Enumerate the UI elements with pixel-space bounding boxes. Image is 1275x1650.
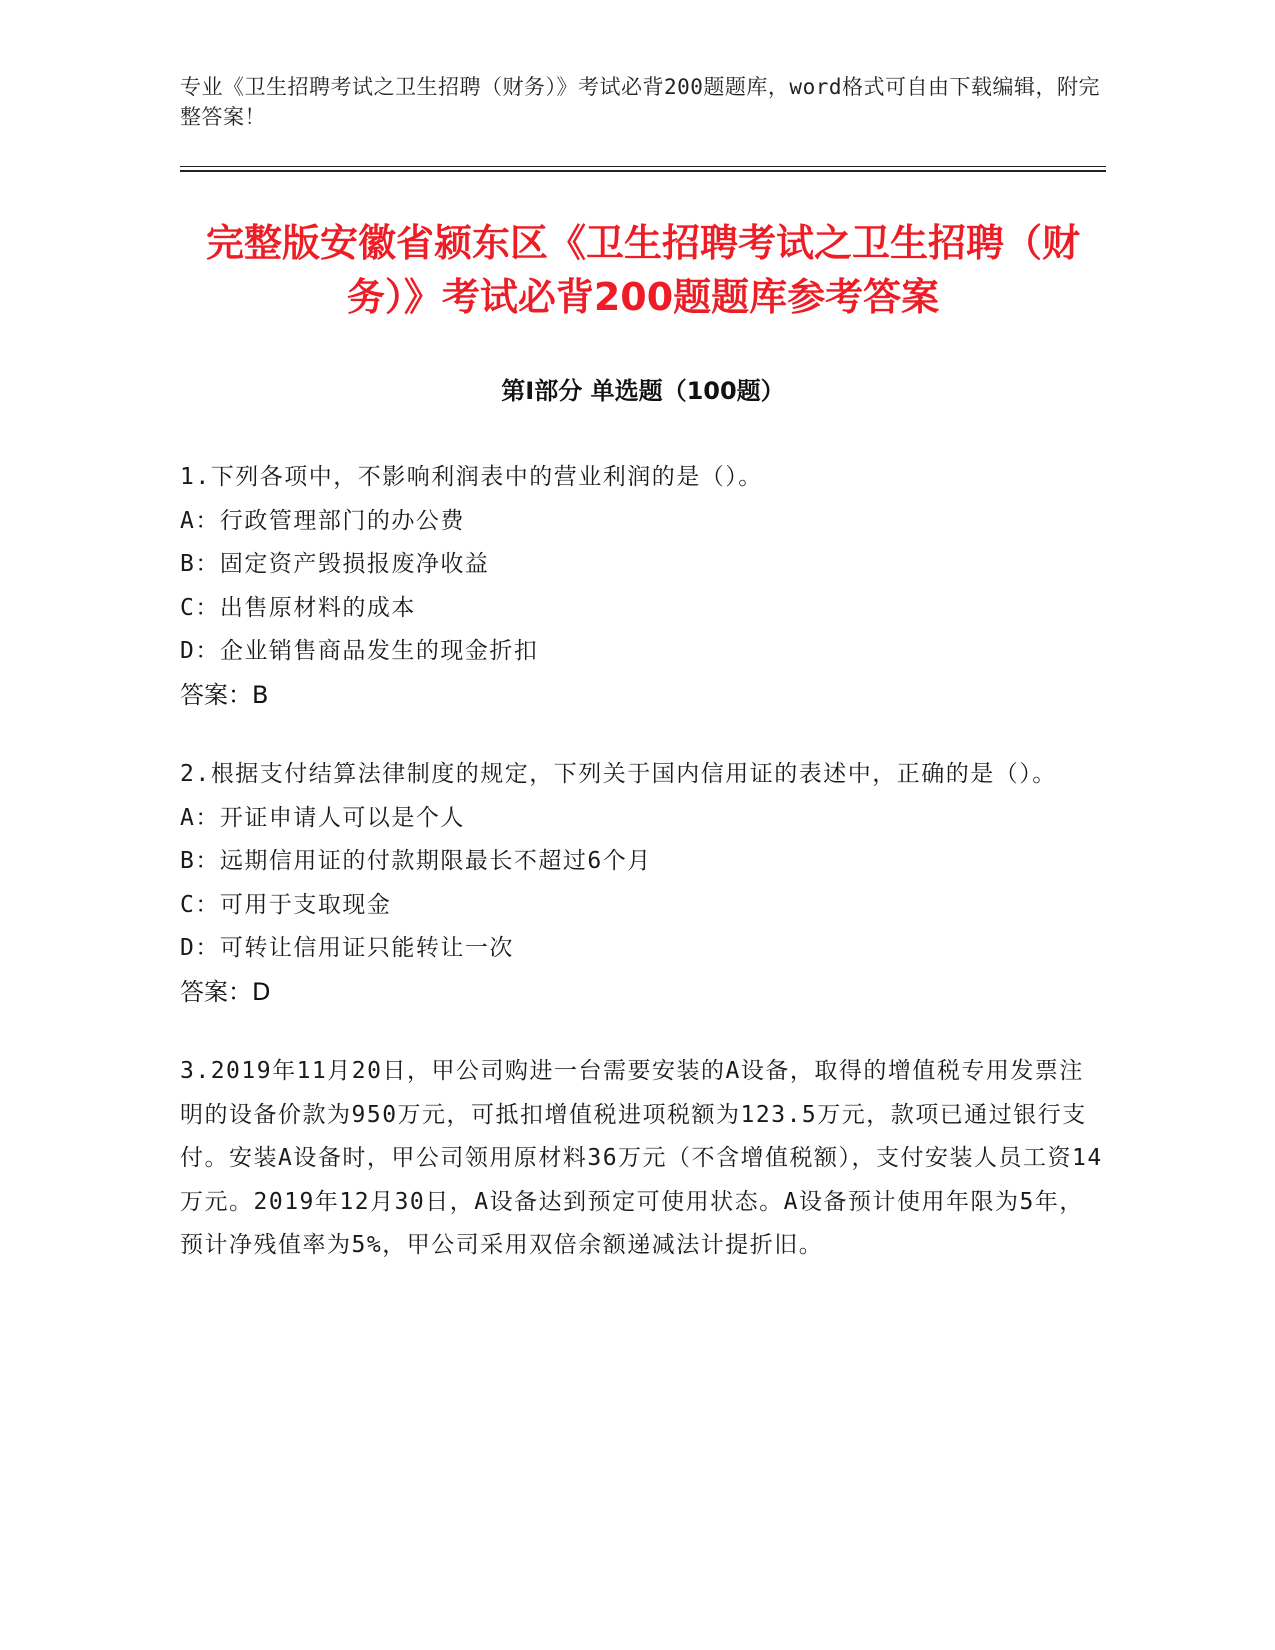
question-3 — [180, 1050, 1106, 1268]
option-b: B：远期信用证的付款期限最长不超过6个月 — [180, 848, 652, 874]
option-d: D：企业销售商品发生的现金折扣 — [180, 638, 539, 664]
option-c: C：可用于支取现金 — [180, 891, 392, 918]
question-list — [180, 456, 1106, 1268]
document-title: 完整版安徽省颍东区《卫生招聘考试之卫生招聘（财务）》考试必背200题题库参考答案 — [205, 221, 1080, 319]
option-a: A：开证申请人可以是个人 — [180, 804, 465, 831]
question-stem: 3.2019年11月20日，甲公司购进一台需要安装的A设备，取得的增值税专用发票注明的设备价款为950万元，可抵扣增值税进项税额为123.5万元，款项已通过银行支付。安装A设备时，甲公司领用原材料36万元（不含增值税额），支付安装人员工资14万元。2019年12月30日，A设备达到预定可使用状态。A设备预计使用年限为5年，预计净残值率为5%，甲公司采用双倍余额递减法计提折旧。 — [180, 1058, 1103, 1258]
question-2 — [180, 753, 1106, 1014]
option-d: D：可转让信用证只能转让一次 — [180, 935, 514, 961]
option-c: C：出售原材料的成本 — [180, 594, 416, 621]
header-divider-thin — [180, 166, 1106, 167]
option-b: B：固定资产毁损报废净收益 — [180, 551, 490, 577]
answer: 答案：B — [180, 680, 269, 709]
section-heading: 第Ⅰ部分 单选题（100题） — [501, 377, 785, 405]
question-stem: 2.根据支付结算法律制度的规定，下列关于国内信用证的表述中，正确的是（）。 — [180, 761, 1057, 787]
question-1 — [180, 456, 1106, 717]
answer: 答案：D — [180, 977, 271, 1006]
header-divider-thick — [180, 170, 1106, 172]
document-page — [180, 0, 1106, 1304]
option-a: A：行政管理部门的办公费 — [180, 507, 465, 534]
question-stem: 1.下列各项中，不影响利润表中的营业利润的是（）。 — [180, 464, 763, 490]
header-note: 专业《卫生招聘考试之卫生招聘（财务）》考试必背200题题库，word格式可自由下载编辑，附完整答案！ — [180, 75, 1100, 129]
